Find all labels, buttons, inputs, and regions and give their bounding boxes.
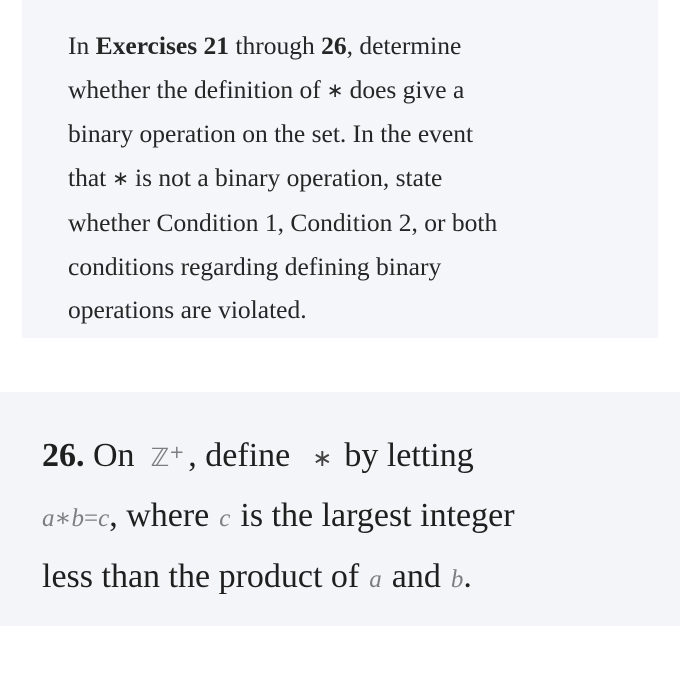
text: whether Condition 1, Condition 2, or both [68,207,498,237]
problem-number: 26. [42,437,85,474]
problem-text [42,424,672,609]
text: , define [188,437,291,474]
math-var-c: c [219,505,231,532]
set-symbol: ℤ [150,443,170,472]
text: On [93,437,135,474]
star-operator-icon: ∗ [312,444,333,472]
text: conditions regarding defining binary [68,251,442,281]
text: does give a [349,74,465,104]
instructions-text [68,24,648,332]
text: binary operation on the set. In the event [68,119,474,149]
text: . [463,558,472,595]
math-var-c: c [98,505,110,532]
set-superscript: + [169,442,185,463]
text: that [68,163,107,193]
positive-integers-symbol [151,443,185,472]
math-var-b: b [450,566,464,593]
math-var-b: b [71,505,84,532]
text: whether the definition of [68,74,321,104]
math-var-a: a [369,566,382,593]
text: In [68,31,96,60]
math-var-a: a [42,505,55,532]
text: and [391,558,441,595]
exercise-range-start: Exercises 21 [95,31,230,60]
text: is not a binary operation, state [135,163,443,193]
math-equals: = [84,505,99,532]
text: by letting [344,437,474,474]
text: , where [109,497,210,534]
star-operator-icon: ∗ [54,505,72,532]
exercise-range-end: 26 [321,31,347,60]
text: less than the product of [42,558,360,595]
star-operator-icon: ∗ [112,166,130,191]
text: through [229,31,322,60]
text: operations are violated. [68,295,307,325]
text: is the largest integer [240,497,515,534]
text: , determine [346,31,462,60]
star-operator-icon: ∗ [326,77,344,102]
